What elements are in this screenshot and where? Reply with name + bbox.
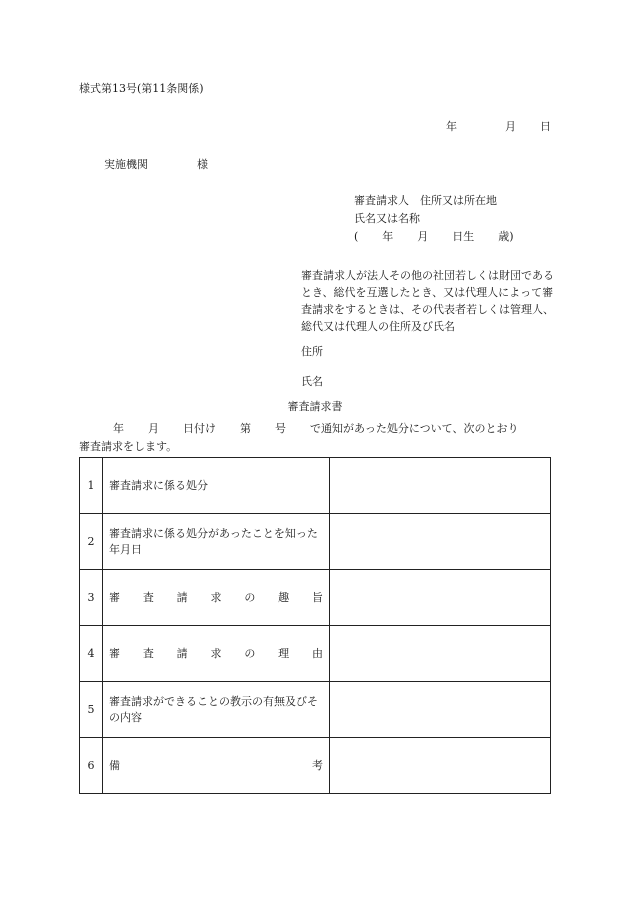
age-years: 歳) <box>498 230 514 243</box>
date-day: 日 <box>540 120 551 133</box>
row-number: 3 <box>80 570 103 626</box>
recipient-honorific: 様 <box>197 158 208 171</box>
age-year: 年 <box>382 230 394 243</box>
age-month: 月 <box>417 230 429 243</box>
row-value-field[interactable] <box>330 682 551 738</box>
row-value-field[interactable] <box>330 514 551 570</box>
row-label-spread: 備 考 <box>109 758 323 772</box>
intro-rest: で通知があった処分について、次のとおり <box>310 422 519 435</box>
row-value-field[interactable] <box>330 626 551 682</box>
table-row <box>80 738 551 794</box>
row-label: 審査請求ができることの教示の有無及びその内容 <box>103 682 330 738</box>
requester-address-label: 審査請求人 住所又は所在地 <box>354 194 497 207</box>
row-label <box>103 626 330 682</box>
intro-year: 年 <box>113 422 124 435</box>
row-value-field[interactable] <box>330 738 551 794</box>
form-number: 様式第13号(第11条関係) <box>79 82 204 95</box>
age-birth: 日生 <box>452 230 475 243</box>
date-year: 年 <box>446 120 457 133</box>
row-label <box>103 738 330 794</box>
date-month: 月 <box>505 120 516 133</box>
requester-block <box>354 195 514 249</box>
requester-name-label: 氏名又は名称 <box>354 212 420 225</box>
corporate-note: 審査請求人が法人その他の社団若しくは財団であるとき、総代を互選したとき、又は代理人によって審査請求をするときは、その代表者若しくは管理人、総代又は代理人の住所及び氏名 <box>301 269 554 333</box>
row-number: 1 <box>80 458 103 514</box>
intro-day-dated: 日付け <box>183 422 216 435</box>
table-row <box>80 626 551 682</box>
representative-address-label: 住所 <box>301 345 323 358</box>
row-label-spread: 審 査 請 求 の 理 由 <box>109 646 323 660</box>
document-title: 審査請求書 <box>287 400 343 413</box>
table-row <box>80 682 551 738</box>
table-row <box>80 570 551 626</box>
row-label: 審査請求に係る処分があったことを知った年月日 <box>103 514 330 570</box>
row-label: 審査請求に係る処分 <box>103 458 330 514</box>
age-open: ( <box>354 230 359 243</box>
row-number: 2 <box>80 514 103 570</box>
row-number: 6 <box>80 738 103 794</box>
row-value-field[interactable] <box>330 570 551 626</box>
row-value-field[interactable] <box>330 458 551 514</box>
intro-month: 月 <box>148 422 159 435</box>
intro-line-1 <box>113 423 518 434</box>
intro-line-2: 審査請求をします。 <box>79 440 178 453</box>
table-row <box>80 514 551 570</box>
row-number: 5 <box>80 682 103 738</box>
table-row <box>80 458 551 514</box>
row-number: 4 <box>80 626 103 682</box>
requester-birth-age-line <box>354 231 514 249</box>
date-line <box>446 121 551 132</box>
intro-go: 号 <box>275 422 286 435</box>
recipient-org: 実施機関 <box>104 158 148 171</box>
row-label-spread: 審 査 請 求 の 趣 旨 <box>109 590 323 604</box>
representative-name-label: 氏名 <box>301 375 323 388</box>
row-label <box>103 570 330 626</box>
request-table <box>79 457 551 794</box>
intro-dai: 第 <box>240 422 251 435</box>
